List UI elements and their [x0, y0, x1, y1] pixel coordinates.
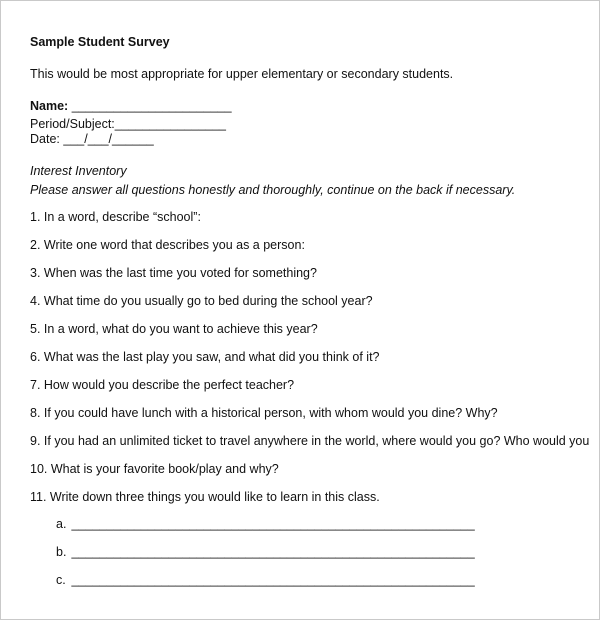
answer-line-letter: b. — [56, 545, 67, 559]
answer-line-blank: __________________________________________________________ — [71, 573, 475, 587]
question-3: 3. When was the last time you voted for something? — [30, 266, 317, 280]
answer-line-letter: a. — [56, 517, 67, 531]
question-1: 1. In a word, describe “school”: — [30, 210, 201, 224]
name-label: Name: — [30, 99, 69, 113]
answer-line-a — [30, 517, 590, 532]
name-blank: _______________________ — [68, 99, 232, 113]
document-intro: This would be most appropriate for upper elementary or secondary students. — [30, 67, 454, 81]
answer-line-c — [30, 573, 590, 588]
date-field — [30, 132, 590, 147]
answer-line-blank: __________________________________________________________ — [71, 517, 475, 531]
question-11: 11. Write down three things you would like to learn in this class. — [30, 490, 380, 504]
document-content — [30, 35, 590, 601]
section-title: Interest Inventory — [30, 164, 127, 178]
question-4: 4. What time do you usually go to bed during the school year? — [30, 294, 373, 308]
period-subject-label: Period/Subject: — [30, 117, 115, 131]
question-6: 6. What was the last play you saw, and what did you think of it? — [30, 350, 380, 364]
period-subject-field — [30, 117, 590, 132]
answer-line-letter: c. — [56, 573, 66, 587]
name-field — [30, 99, 590, 114]
question-9: 9. If you had an unlimited ticket to travel anywhere in the world, where would you go? Who would you — [30, 434, 590, 448]
date-label: Date: — [30, 132, 60, 146]
question-7: 7. How would you describe the perfect teacher? — [30, 378, 295, 392]
date-blank: ___/___/______ — [59, 132, 154, 146]
question-8: 8. If you could have lunch with a historical person, with whom would you dine? Why? — [30, 406, 498, 420]
document-title: Sample Student Survey — [30, 35, 170, 49]
answer-line-list — [30, 517, 590, 588]
question-10: 10. What is your favorite book/play and why? — [30, 462, 279, 476]
answer-line-b — [30, 545, 590, 560]
question-5: 5. In a word, what do you want to achieve this year? — [30, 322, 318, 336]
answer-line-blank: __________________________________________________________ — [71, 545, 475, 559]
question-2: 2. Write one word that describes you as a person: — [30, 238, 305, 252]
period-subject-blank: ________________ — [114, 117, 227, 131]
question-list — [30, 210, 590, 505]
instructions: Please answer all questions honestly and thoroughly, continue on the back if necessary. — [30, 183, 516, 197]
